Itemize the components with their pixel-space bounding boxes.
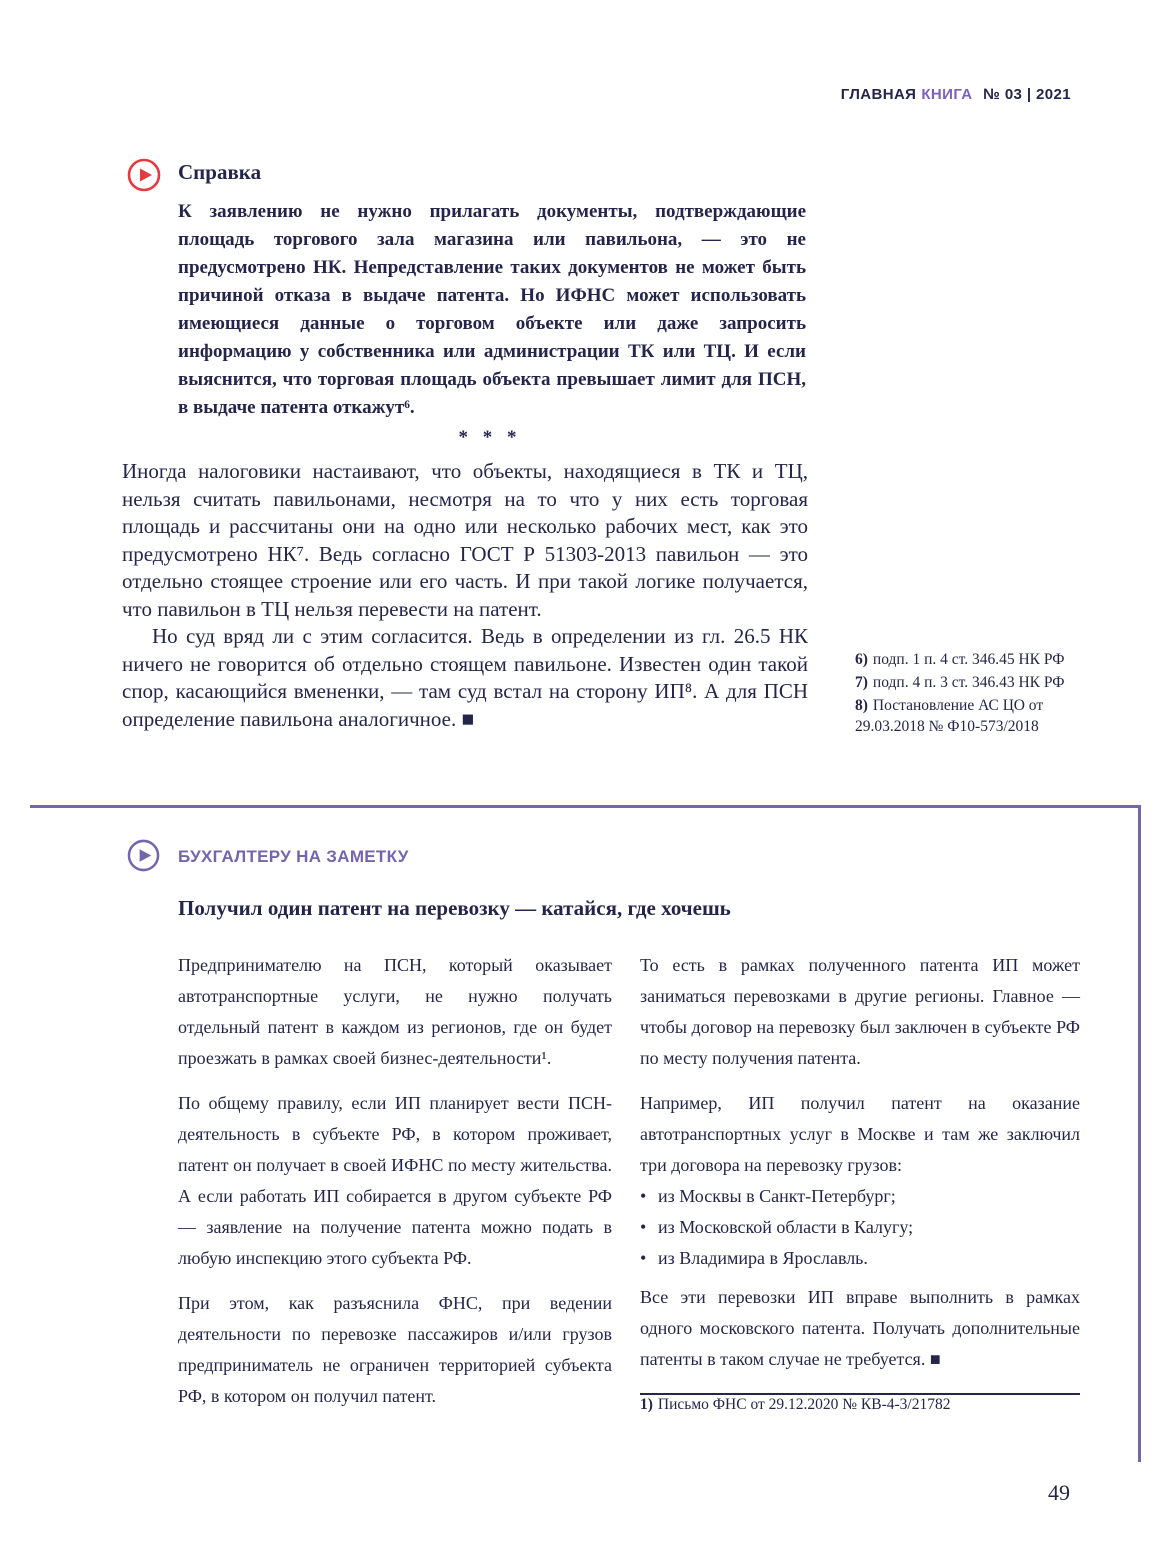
reference-body: К заявлению не нужно прилагать документы, подтверждающие площадь торгового зала магазина или павильона, — это не предусмотрено НК. Непредставление таких документов не может быть причиной отказа в выдаче патента. Но ИФНС может использовать имеющиеся данные о торговом объекте или даже запросить информацию у собственника или администрации ТК или ТЦ. И если выяснится, что торговая площадь объекта превышает лимит для ПСН, в выдаче патента откажут⁶. <box>178 201 806 418</box>
bullet-icon: • <box>640 1248 647 1268</box>
note-paragraph: По общему правилу, если ИП планирует вести ПСН-деятельность в субъекте РФ, в котором проживает, патент он получает в своей ИФНС по месту жительства. А если работать ИП собирается в другом субъекте РФ — заявление на получение патента можно подать в любую инспекцию этого субъекта РФ. <box>178 1093 612 1268</box>
note-paragraph: Все эти перевозки ИП вправе выполнить в рамках одного московского патента. Получать дополнительные патенты в таком случае не требуется. ■ <box>640 1287 1080 1369</box>
footnote-text: Постановление АС ЦО от 29.03.2018 № Ф10-573/2018 <box>855 697 1044 735</box>
note-columns <box>178 950 1080 1429</box>
article-paragraph: Но суд вряд ли с этим согласится. Ведь в определении из гл. 26.5 НК ничего не говорится об отдельно стоящем павильоне. Известен один такой спор, касающийся вмененки, — там суд встал на сторону ИП⁸. А для ПСН определение павильона аналогичное. ■ <box>122 624 808 731</box>
note-play-icon <box>127 839 160 872</box>
list-item <box>640 1243 1080 1274</box>
list-item <box>640 1212 1080 1243</box>
footnote-item <box>855 695 1097 737</box>
footnote-text: подп. 4 п. 3 ст. 346.43 НК РФ <box>872 674 1065 691</box>
article-paragraph: Иногда налоговики настаивают, что объекты, находящиеся в ТК и ТЦ, нельзя считать павильонами, несмотря на то что у них есть торговая площадь и рассчитаны они на одно или несколько рабочих мест, как это предусмотрено НК⁷. Ведь согласно ГОСТ Р 51303-2013 павильон — это отдельно стоящее строение или его часть. И при такой логике получается, что павильон в ТЦ нельзя перевести на патент. <box>122 459 808 621</box>
article-body <box>122 458 808 733</box>
list-item <box>640 1181 1080 1212</box>
note-section-label: БУХГАЛТЕРУ НА ЗАМЕТКУ <box>178 847 409 866</box>
bullet-text: из Москвы в Санкт-Петербург; <box>658 1186 896 1206</box>
sidebar-footnotes <box>855 649 1097 739</box>
footnote-text: подп. 1 п. 4 ст. 346.45 НК РФ <box>872 651 1065 668</box>
note-left-column <box>178 950 612 1429</box>
footnote-number: 7) <box>855 674 868 691</box>
page-number: 49 <box>1048 1480 1070 1505</box>
brand-name-main: ГЛАВНАЯ <box>840 86 917 103</box>
reference-play-icon <box>127 158 161 192</box>
bullet-text: из Московской области в Калугу; <box>658 1217 914 1237</box>
footnote-item <box>855 649 1097 670</box>
bullet-icon: • <box>640 1186 647 1206</box>
footnote-number: 6) <box>855 651 868 668</box>
footnote-number: 8) <box>855 697 868 714</box>
issue-header <box>841 86 1071 103</box>
note-paragraph: Предпринимателю на ПСН, который оказывает автотранспортные услуги, не нужно получать отдельный патент в каждом из регионов, где он будет проезжать в рамках своей бизнес-деятельности¹. <box>178 955 612 1068</box>
note-paragraph: То есть в рамках полученного патента ИП может заниматься перевозками в другие регионы. Главное — чтобы договор на перевозку был заключен в субъекте РФ по месту получения патента. <box>640 955 1080 1068</box>
route-bullet-list <box>640 1181 1080 1274</box>
footnote-item <box>855 672 1097 693</box>
brand-name-accent: КНИГА <box>921 86 973 103</box>
note-paragraph: При этом, как разъяснила ФНС, при ведении деятельности по перевозке пассажиров и/или грузов предприниматель не ограничен территорией субъекта РФ, в котором он получил патент. <box>178 1293 612 1406</box>
stars-separator: * * * <box>458 427 522 448</box>
accountant-note-section <box>30 805 1141 1462</box>
footnote-text: Письмо ФНС от 29.12.2020 № КВ-4-3/21782 <box>657 1396 951 1413</box>
issue-number: № 03 | 2021 <box>983 86 1071 103</box>
bullet-icon: • <box>640 1217 647 1237</box>
note-paragraph: Например, ИП получил патент на оказание автотранспортных услуг в Москве и там же заключил три договора на перевозку грузов: <box>640 1093 1080 1175</box>
reference-title: Справка <box>178 160 262 184</box>
footnote-item <box>640 1395 1080 1415</box>
note-right-column <box>640 950 1080 1429</box>
bullet-text: из Владимира в Ярославль. <box>658 1248 868 1268</box>
footnote-number: 1) <box>640 1396 653 1413</box>
reference-box <box>178 160 806 422</box>
note-heading: Получил один патент на перевозку — катайся, где хочешь <box>178 896 731 920</box>
